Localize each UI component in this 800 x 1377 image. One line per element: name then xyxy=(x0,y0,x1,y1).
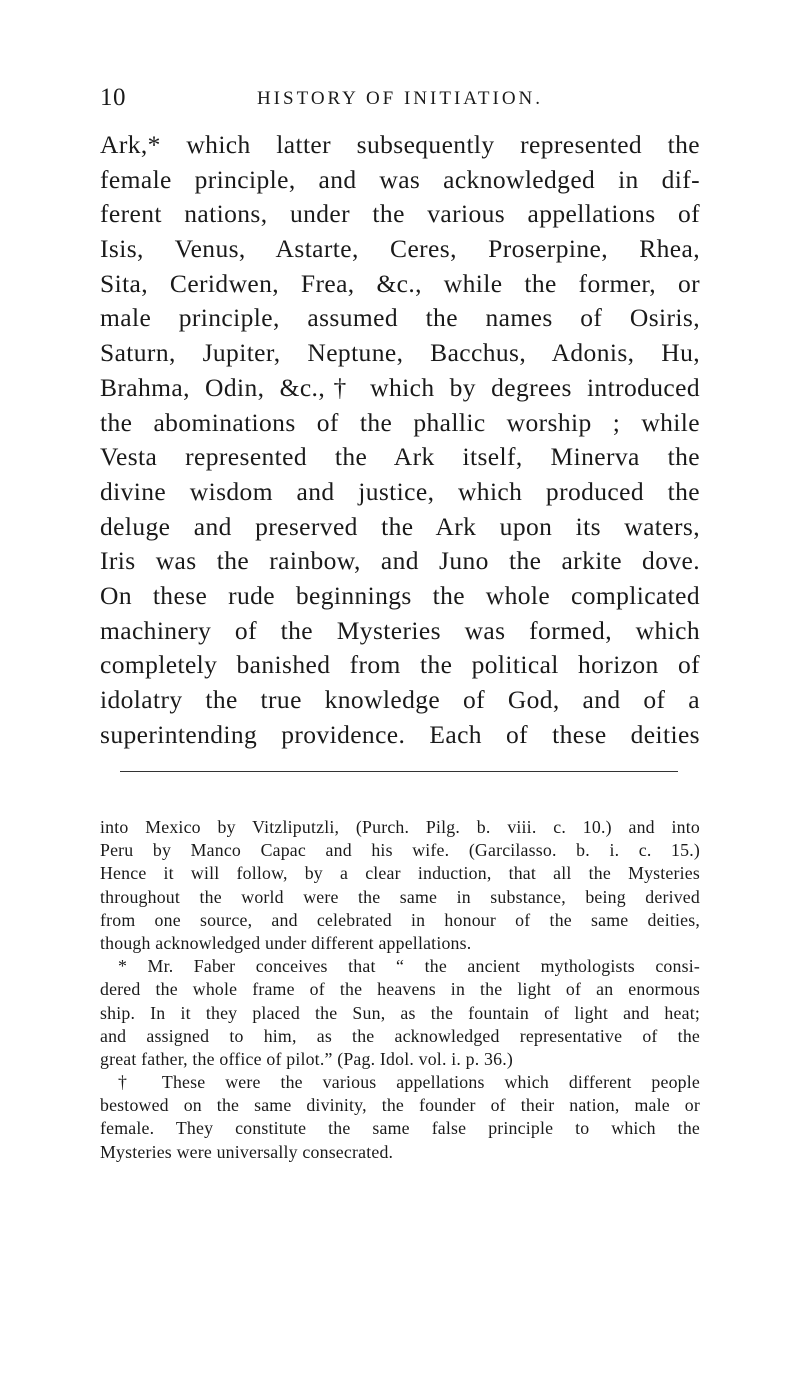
text-line: Sita, Ceridwen, Frea, &c., while the former, or xyxy=(100,268,700,298)
page-header xyxy=(100,84,700,114)
text-line: idolatry the true knowledge of God, and of a xyxy=(100,685,700,714)
text-line: Saturn, Jupiter, Neptune, Bacchus, Adonis, Hu, xyxy=(100,338,700,368)
footnote-line: from one source, and celebrated in honour of the same deities, xyxy=(100,909,700,930)
footnote-divider xyxy=(120,771,678,772)
footnote-line: Hence it will follow, by a clear induction, that all the Mysteries xyxy=(100,863,700,884)
footnote-line: though acknowledged under different appellations. xyxy=(100,932,472,953)
footnote-line: female. They constitute the same false principle to which the xyxy=(100,1118,700,1139)
text-line: completely banished from the political horizon of xyxy=(100,650,700,680)
text-line: Brahma, Odin, &c.,† which by degrees introduced xyxy=(100,372,700,402)
text-line: divine wisdom and justice, which produced the xyxy=(100,476,700,506)
text-line: ferent nations, under the various appellations of xyxy=(100,199,700,229)
footnote-dagger-start: † These were the various appellations which different people xyxy=(118,1072,700,1093)
text-line: Vesta represented the Ark itself, Minerva the xyxy=(100,442,700,472)
footnote-line: dered the whole frame of the heavens in the light of an enormous xyxy=(100,979,700,1000)
text-line: On these rude beginnings the whole complicated xyxy=(100,580,700,610)
footnote-line: Peru by Manco Capac and his wife. (Garcilasso. b. i. c. 15.) xyxy=(100,840,700,861)
footnote-line: and assigned to him, as the acknowledged representative of the xyxy=(100,1025,700,1046)
text-line: Ark,* which latter subsequently represented the xyxy=(100,130,700,159)
text-line: male principle, assumed the names of Osiris, xyxy=(100,303,700,333)
text-line: deluge and preserved the Ark upon its waters, xyxy=(100,511,700,541)
footnote-line: bestowed on the same divinity, the founder of their nation, male or xyxy=(100,1095,700,1116)
page-number: 10 xyxy=(100,84,126,111)
main-text xyxy=(100,128,700,752)
footnote-line: great father, the office of pilot.” (Pag. Idol. vol. i. p. 36.) xyxy=(100,1048,513,1069)
text-line: superintending providence. Each of these deities xyxy=(100,719,700,749)
running-head: HISTORY OF INITIATION. xyxy=(256,88,544,109)
footnotes xyxy=(100,816,700,1164)
footnote-line: ship. In it they placed the Sun, as the fountain of light and heat; xyxy=(100,1002,700,1023)
text-line: female principle, and was acknowledged in dif- xyxy=(100,164,700,194)
footnote-line: Mysteries were universally consecrated. xyxy=(100,1141,394,1162)
text-line: the abominations of the phallic worship ; while xyxy=(100,407,700,437)
footnote-asterisk-start: * Mr. Faber conceives that “ the ancient mythologists consi- xyxy=(118,956,700,977)
footnote-line: throughout the world were the same in substance, being derived xyxy=(100,886,700,907)
text-line: Iris was the rainbow, and Juno the arkite dove. xyxy=(100,546,700,576)
footnote-line: into Mexico by Vitzliputzli, (Purch. Pilg. b. viii. c. 10.) and into xyxy=(100,817,700,837)
text-line: Isis, Venus, Astarte, Ceres, Proserpine, Rhea, xyxy=(100,234,700,264)
text-line-italic-start: machinery of the Mysteries was formed, which xyxy=(100,615,700,645)
